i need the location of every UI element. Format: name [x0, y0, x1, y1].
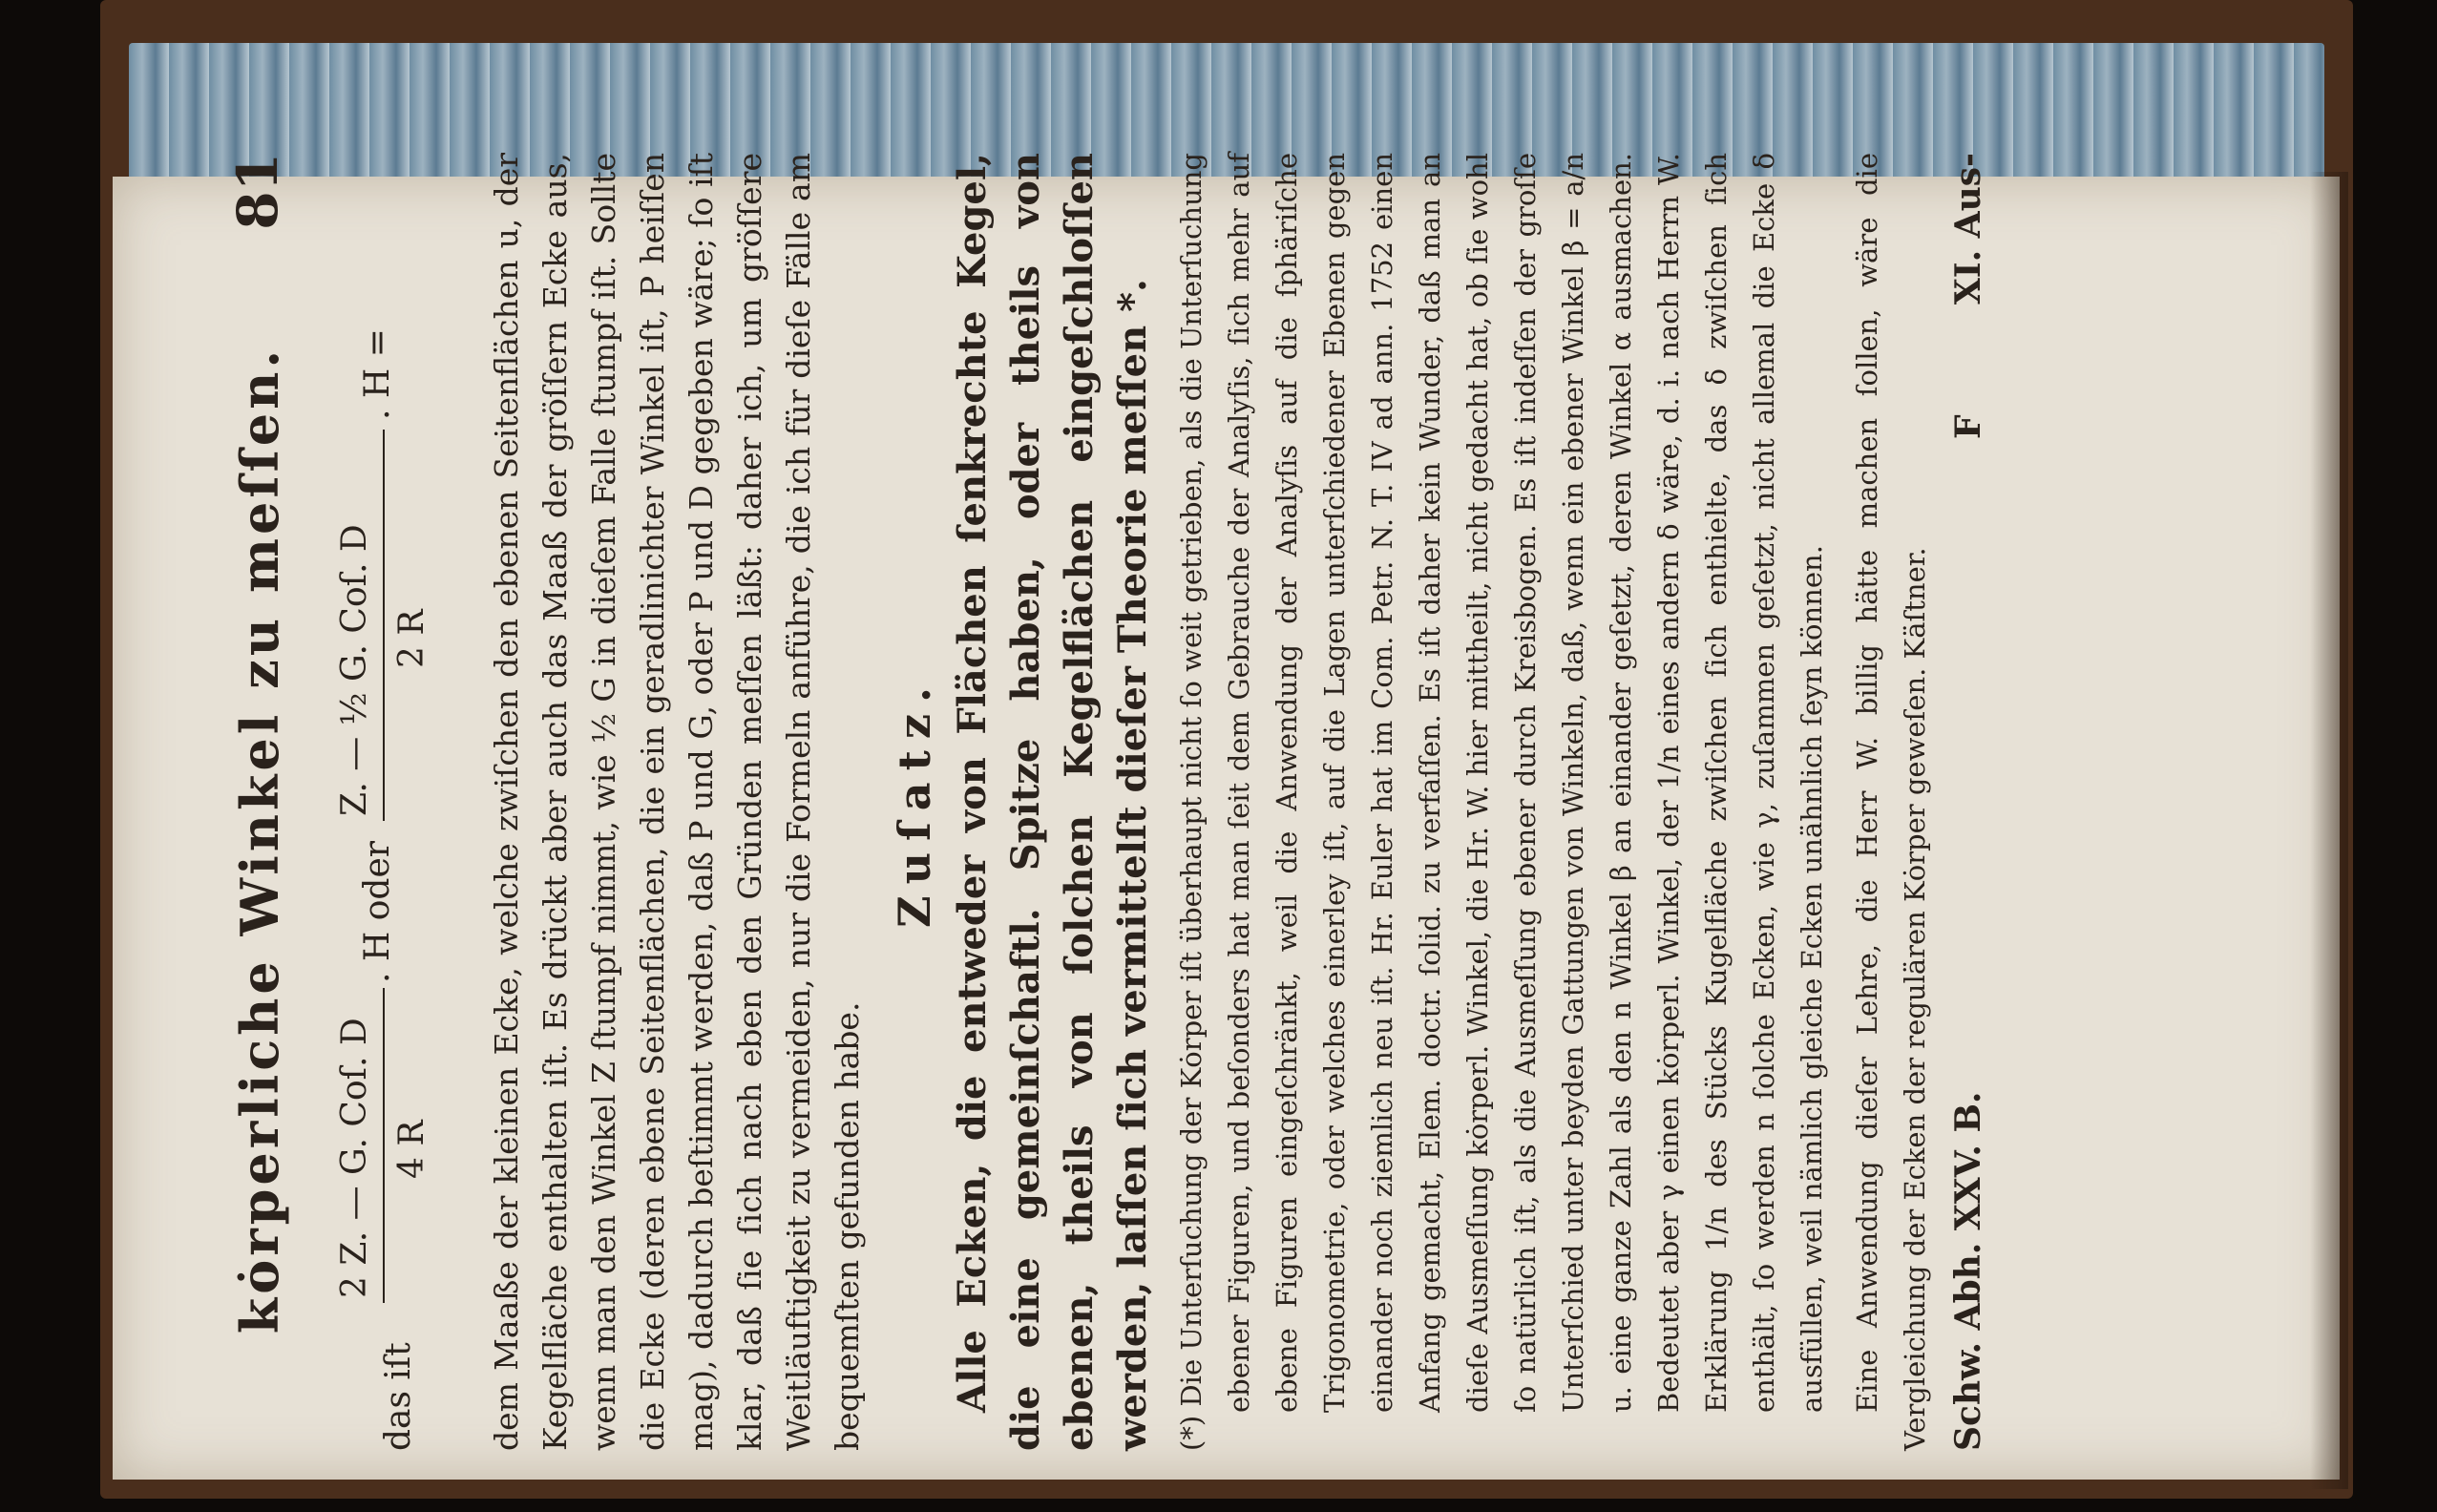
section-title: Zuſatz.	[889, 676, 940, 929]
formula-denominator-2: 2 R	[392, 609, 431, 668]
footer-catchword: XI. Aus-	[1948, 153, 1988, 305]
fraction-bar-1	[383, 988, 385, 1303]
spine-shadow	[2310, 172, 2348, 1489]
header-row	[220, 153, 305, 1451]
formula-denominator-1: 4 R	[392, 1120, 431, 1179]
formula	[329, 153, 473, 1451]
footnote-continuation: Eine Anwendung dieſer Lehre, die Herr W. billig hätte machen ſollen, wäre die Vergleichung der Ecken der regulären Kȯrper geweſen. Käſtner.	[1851, 153, 1931, 1451]
page-content	[220, 153, 2272, 1451]
footer-row	[1948, 153, 2015, 1451]
running-head: kȯrperliche Winkel zu meſſen.	[229, 346, 290, 1334]
footer-signature-mark: F	[1948, 414, 1988, 439]
fraction-bar-2	[383, 430, 385, 821]
page-number: 81	[225, 153, 290, 230]
formula-numerator-2: Z. — ½ G. Coſ. D	[335, 524, 374, 816]
footer-signature-left: Schw. Abh. XXV. B.	[1948, 1091, 1988, 1451]
formula-suffix: . H =	[358, 328, 397, 420]
lemma-paragraph: Alle Ecken, die entweder von Flächen ſenkrechte Kegel, die eine gemeinſchaftl. Spitze haben, oder theils von ebenen, theils von ſolchen Kegelflächen eingeſchloſſen werden, laſſen ſich vermittelſt dieſer Theorie meſſen *.	[950, 153, 1155, 1451]
main-paragraph: dem Maaße der kleinen Ecke, welche zwiſchen den ebenen Seitenflächen u, der Kegelfläche enthalten iſt. Es drückt aber auch das Maaß der gröſſern Ecke aus, wenn man den Winkel Z ſtumpf nimmt, wie ½ G in dieſem Falle ſtumpf iſt. Sollte die Ecke (deren ebene Seitenflächen, die ein geradlinichter Winkel iſt, P heiſſen mag), dadurch beſtimmt werden, daß P und G, oder P und D gegeben wäre; ſo iſt klar, daß ſie ſich nach eben den Gründen meſſen läßt: daher ich, um gröſſere Weitläuftigkeit zu vermeiden, nur die Formeln anführe, die ich für dieſe Fälle am bequemſten gefunden habe.	[488, 153, 866, 1451]
footnote: (*) Die Unterſuchung der Kȯrper iſt überhaupt nicht ſo weit getrieben, als die Unterſuchung ebener Figuren, und beſonders hat man ſeit dem Gebrauche der Analyſis, ſich mehr auf ebene Figuren eingeſchränkt, weil die Anwendung der Analyſis auf die ſphäriſche Trigonometrie, oder welches einerley iſt, auf die Lagen unterſchiedener Ebenen gegen einander noch ziemlich neu iſt. Hr. Euler hat im Com. Petr. N. T. IV ad ann. 1752 einen Anfang gemacht, Elem. doctr. ſolid. zu verfaſſen. Es iſt daher kein Wunder, daß man an dieſe Ausmeſſung kȯrperl. Winkel, die Hr. W. hier mittheilt, nicht gedacht hat, ob ſie wohl ſo natürlich iſt, als die Ausmeſſung ebener durch Kreisbogen. Es iſt indeſſen der groſſe Unterſchied unter beyden Gattungen von Winkeln, daß, wenn ein ebener Winkel β = a/n u. eine ganze Zahl als den n Winkel β an einander geſetzt, deren Winkel α ausmachen. Bedeutet aber γ einen kȯrperl. Winkel, der 1/n eines andern δ wäre, d. i. nach Herrn W. Erklärung 1/n des Stücks Kugelfläche zwiſchen ſich enthielte, das δ zwiſchen ſich enthält, ſo werden n ſolche Ecken, wie γ, zuſammen geſetzt, nicht allemal die Ecke δ ausfüllen, weil nämlich gleiche Ecken unähnlich ſeyn können.	[1175, 153, 1828, 1451]
formula-numerator-1: 2 Z. — G. Coſ. D	[335, 1018, 374, 1298]
formula-prefix: das iſt	[379, 1342, 418, 1451]
formula-middle: . H oder	[358, 841, 397, 983]
